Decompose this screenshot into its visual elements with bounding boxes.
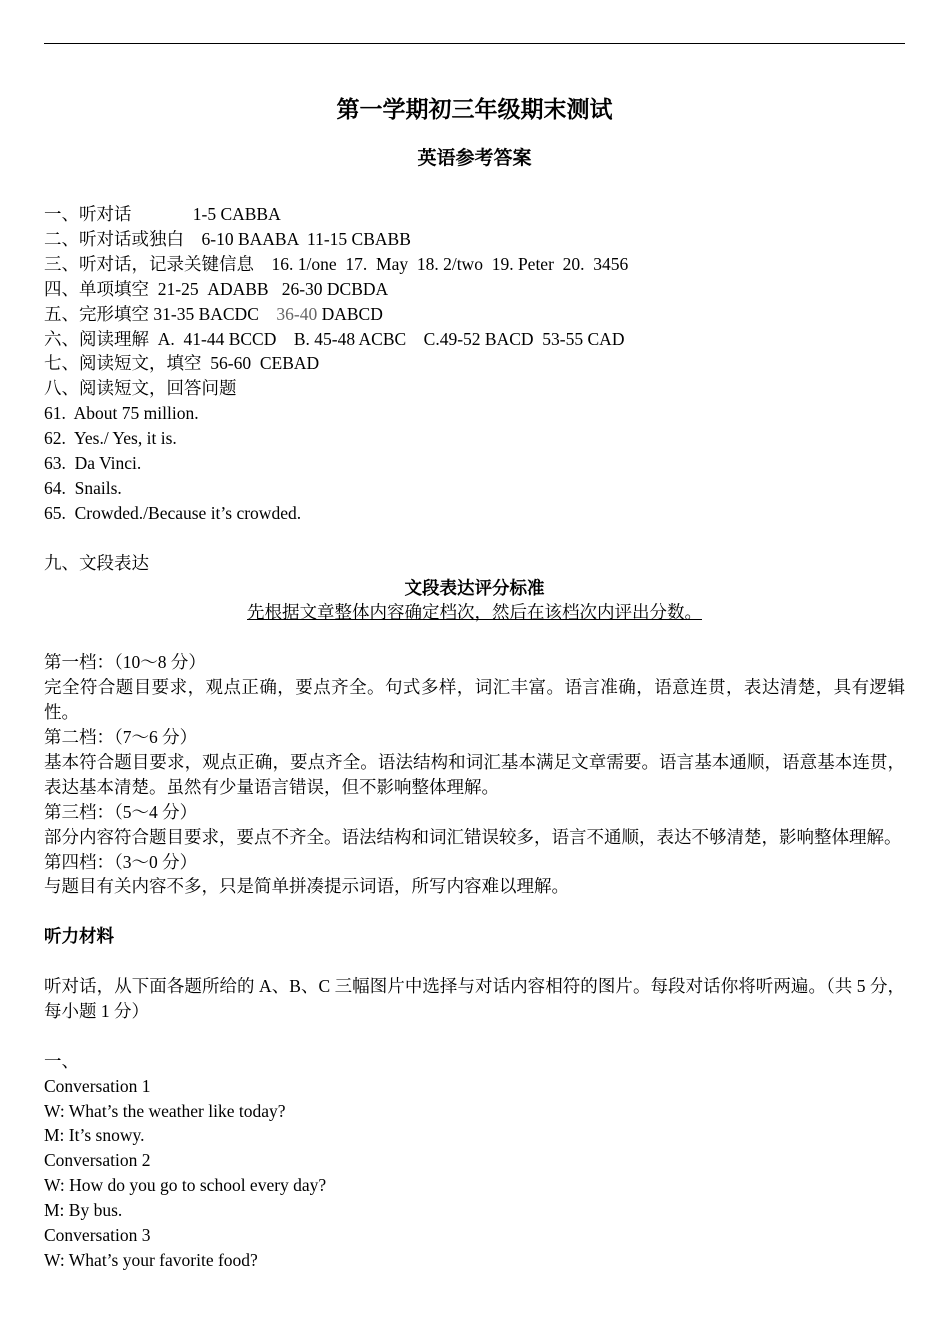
page-subtitle: 英语参考答案 <box>417 148 532 169</box>
criteria-title: 文段表达评分标准 <box>404 577 545 598</box>
criteria-subtitle-text: 先根据文章整体内容确定档次，然后在该档次内评出分数。 <box>247 602 702 623</box>
answer-section-8: 八、阅读短文，回答问题 <box>44 378 237 399</box>
transcript-line: Conversation 3 <box>44 1225 151 1246</box>
level-4-label: 第四档：（3～0 分） <box>44 851 198 872</box>
transcript-line: W: How do you go to school every day? <box>44 1175 327 1196</box>
level-3-label: 第三档：（5～4 分） <box>44 801 198 822</box>
level-3-text: 部分内容符合题目要求，要点不齐全。语法结构和词汇错误较多，语言不通顺，表达不够清楚，影响整体理解。 <box>44 826 902 847</box>
level-2-text: 基本符合题目要求，观点正确，要点齐全。语法结构和词汇基本满足文章需要。语言基本通顺，语意基本连贯，表达基本清楚。虽然有少量语言错误，但不影响整体理解。 <box>44 751 905 797</box>
transcript-line: W: What’s your favorite food? <box>44 1249 258 1270</box>
page-title: 第一学期初三年级期末测试 <box>336 97 613 122</box>
listening-instruction: 听对话，从下面各题所给的 A、B、C 三幅图片中选择与对话内容相符的图片。每段对话你将听两遍。（共 5 分，每小题 1 分） <box>44 976 905 1021</box>
answer-65: 65. Crowded./Because it’s crowded. <box>44 502 302 523</box>
answer-section-5-range: 36-40 <box>276 303 318 324</box>
writing-heading: 九、文段表达 <box>44 552 149 573</box>
answer-62: 62. Yes./ Yes, it is. <box>44 428 177 449</box>
answer-section-2: 二、听对话或独白 6-10 BAABA 11-15 CBABB <box>44 228 411 249</box>
answer-section-6: 六、阅读理解 A. 41-44 BCCD B. 45-48 ACBC C.49-52 BACD 53-55 CAD <box>44 328 625 349</box>
level-4-text: 与题目有关内容不多，只是简单拼凑提示词语，所写内容难以理解。 <box>44 876 569 897</box>
level-2-label: 第二档：（7～6 分） <box>44 727 198 747</box>
answer-section-3: 三、听对话，记录关键信息 16. 1/one 17. May 18. 2/two 19. Peter 20. 3456 <box>44 253 629 274</box>
answer-section-1: 一、听对话 1-5 CABBA <box>44 204 281 224</box>
document-page <box>44 92 905 1273</box>
answer-section-5 <box>44 302 905 327</box>
answer-61: 61. About 75 million. <box>44 403 199 424</box>
header-rule <box>44 43 905 44</box>
listening-part: 一、 <box>44 1050 79 1071</box>
criteria-subtitle <box>44 600 905 625</box>
answer-section-5-part2: DABCD <box>317 303 383 324</box>
answer-63: 63. Da Vinci. <box>44 453 142 474</box>
transcript-line: W: What’s the weather like today? <box>44 1100 286 1121</box>
transcript-line: M: By bus. <box>44 1200 123 1221</box>
level-1-text: 完全符合题目要求，观点正确，要点齐全。句式多样，词汇丰富。语言准确，语意连贯，表达清楚，具有逻辑性。 <box>44 677 905 723</box>
level-1-label: 第一档：（10～8 分） <box>44 652 206 673</box>
transcript-line: M: It’s snowy. <box>44 1125 145 1146</box>
transcript-line: Conversation 2 <box>44 1150 151 1171</box>
answer-section-5-part1: 五、完形填空 31-35 BACDC <box>44 303 277 324</box>
answer-section-7: 七、阅读短文，填空 56-60 CEBAD <box>44 353 320 374</box>
answer-64: 64. Snails. <box>44 477 122 498</box>
listening-heading: 听力材料 <box>44 926 114 947</box>
transcript-line: Conversation 1 <box>44 1075 151 1096</box>
answer-section-4: 四、单项填空 21-25 ADABB 26-30 DCBDA <box>44 278 389 299</box>
